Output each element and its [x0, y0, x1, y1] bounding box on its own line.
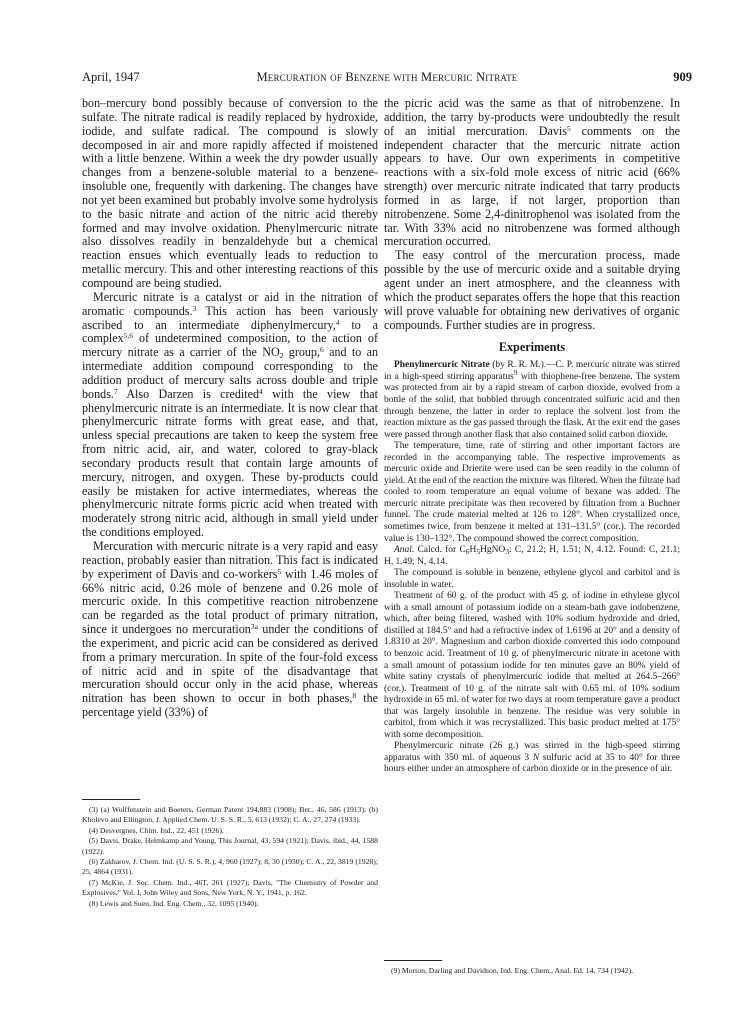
citation: 9	[513, 367, 518, 377]
footnotes-left	[82, 799, 378, 909]
footnote: (6) Zakharov, J. Chem. Ind. (U. S. S. R.), 4, 960 (1927); 8, 30 (1930); C. A., 22, 3819 (1928); 25, 4864 (1931).	[82, 857, 378, 877]
paragraph: The easy control of the mercuration process, made possible by the use of mercuric oxide and a suitable drying agent under an inert atmosphere, and the cleanness with which the product separates offers the hope that this reaction will prove valuable for obtaining new derivatives of organic compounds. Further studies are in progress.	[384, 248, 680, 332]
paragraph: Phenylmercuric nitrate (26 g.) was stirred in the high-speed stirring apparatus with 350 ml. of aqueous 3 N sulfuric acid at 35 to 40° for three hours either under an atmosphere of carbon dioxide or in the presence of air.	[384, 741, 680, 775]
paragraph: Treatment of 60 g. of the product with 45 g. of iodine in ethylene glycol with a small amount of potassium iodide on a steam-bath gave iodobenzene, which, after being filtered, washed with 10% sodium hydroxide and dried, distilled at 184.5° and had a refractive index of 1.6196 at 20° and a density of 1.8310 at 20°. Magnesium and carbon dioxide converted this iodo compound to benzoic acid. Treatment of 10 g. of phenylmercuric nitrate in acetone with a small amount of potassium iodide for ten minutes gave an 80% yield of white satiny crystals of phenylmercuric iodide that melted at 264.5–266° (cor.). Treatment of 10 g. of the nitrate salt with 0.65 ml. of 10% sodium hydroxide in 65 ml. of water for two days at room temperature gave a product that was largely insoluble in benzene. The residue was very soluble in carbitol, from which it was recrystallized. This basic product melted at 175° with some decomposition.	[384, 591, 680, 740]
paragraph: The temperature, time, rate of stirring and other important factors are recorded in the accompanying table. The respective improvements as mercuric oxide and Drierite were used can be seen readily in the column of yield. At the end of the reaction the mixture was filtered. When the filtrate had cooled to room temperature an equal volume of hexane was added. The mercuric nitrate precipitate was then recovered by filtration from a Buchner funnel. The crude material melted at 126 to 128°. When crystallized once, sometimes twice, from benzene it melted at 131–131.5° (cor.). The recorded value is 130–132°. The compound showed the correct composition.	[384, 441, 680, 544]
paragraph: Anal. Calcd. for $C_6H_5HgNO_3$: C, 21.2; H, 1.51; N, 4.12. Found: C, 21.1; H, 1.49; N, 4.14.	[384, 545, 680, 567]
citation: 4	[259, 386, 263, 396]
footnote: (5) Davis, Drake, Helmkamp and Young, This Journal, 43, 594 (1921); Davis, ibid., 44, 1588 (1922).	[82, 836, 378, 856]
citation: 3a	[250, 622, 258, 632]
footnote: (4) Desvergnes, Chim. Ind., 22, 451 (1926).	[89, 825, 224, 835]
footnote-rule	[384, 960, 442, 961]
citation: 6	[320, 345, 324, 355]
footnote: (8) Lewis and Suen, Ind. Eng. Chem., 32, 1095 (1940).	[89, 898, 259, 908]
header-date: April, 1947	[82, 70, 140, 84]
paragraph: bon–mercury bond possibly because of conversion to the sulfate. The nitrate radical is readily replaced by hydroxide, iodide, and sulfate radical. The compound is slowly decomposed in air and more rapidly affected if moistened with a little benzene. Within a week the dry powder usually changes from a benzene-soluble material to a benzene-insoluble one, frequently with darkening. The changes have not yet been examined but probably involve some hydrolysis to the basic nitrate and action of the nitric acid thereby formed and may involve oxidation. Phenylmercuric nitrate also dissolves readily in benzaldehyde but a chemical reaction ensues which eventually leads to reduction to metallic mercury. This and other interesting reactions of this compound are being studied.	[82, 96, 378, 290]
header-title: Mercuration of Benzene with Mercuric Nitrate	[256, 70, 518, 84]
citation: 3	[192, 303, 197, 313]
running-header	[82, 70, 692, 88]
paragraph: Mercuric nitrate is a catalyst or aid in the nitration of aromatic compounds.$^3$ This action has been variously ascribed to an intermediate diphenylmercury,$^4$ to a complex$^{5,6}$ of undetermined composition, to the action of mercury nitrate as a carrier of the $NO_2$ group,$^6$ and to an intermediate addition compound corresponding to the addition product of mercury salts across double and triple bonds.$^7$ Also Darzen is credited$^4$ with the view that phenylmercuric nitrate is an intermediate. It is now clear that phenylmercuric nitrate forms with great ease, and that, unless special precautions are taken to keep the system free from nitric acid, air, and water, colored to gray-black secondary products result that contain large amounts of mercury, nitrogen, and oxygen. These by-products could easily be mistaken for active intermediates, whereas the phenylmercuric nitrate forms picric acid when treated with moderately strong nitric acid, although in small yield under the conditions employed.	[82, 289, 378, 540]
footnote: (3) (a) Wolffenstein and Boeters, German Patent 194,883 (1908); Ber., 46, 586 (1913); (b) Kholevo and Ellington, J. Applied Chem. U. S. S. R., 5, 613 (1932); C. A., 27, 274 (1933).	[82, 805, 378, 825]
citation: 5	[566, 123, 571, 133]
footnote: (9) Morton, Darling and Davidson, Ind. Eng. Chem., Anal. Ed. 14, 734 (1942).	[391, 966, 634, 975]
experimental-section	[384, 360, 680, 776]
paragraph: The compound is soluble in benzene, ethylene glycol and carbitol and is insoluble in water.	[384, 568, 680, 590]
page-number: 909	[673, 70, 692, 84]
citation: 5	[277, 566, 282, 576]
citation: 4	[335, 317, 340, 327]
section-heading: Experiments	[498, 340, 566, 355]
runin-title: Phenylmercuric Nitrate	[394, 360, 490, 371]
paragraph: the picric acid was the same as that of nitrobenzene. In addition, the tarry by-products were undoubtedly the result of an initial mercuration. Davis$^5$ comments on the independent character that the mercuric nitrate action appears to have. Our own experiments in competitive reactions with a six-fold mole excess of nitric acid (66% strength) over mercuric nitrate indicated that tarry products formed in as large, if not larger, proportion than nitrobenzene. Some 2,4-dinitrophenol was isolated from the tar. With 33% acid no nitrobenzene was formed although mercuration occurred.	[384, 96, 680, 249]
citation: 7	[113, 386, 118, 396]
footnote: (7) McKie, J. Soc. Chem. Ind., 46T, 261 (1927); Davis, "The Chemistry of Powder and Explosives," Vol. I, John Wiley and Sons, New York, N. Y., 1941, p. 162.	[82, 877, 378, 898]
right-column	[384, 97, 680, 776]
paragraph: Mercuration with mercuric nitrate is a very rapid and easy reaction, probably easier than nitration. This fact is indicated by experiment of Davis and co-workers$^5$ with 1.46 moles of 66% nitric acid, 0.26 mole of benzene and 0.26 mole of mercuric oxide. In this competitive reaction nitrobenzene can be regarded as the total product of primary nitration, since it undergoes no mercuration$^{3a}$ under the conditions of the experiment, and picric acid can be considered as derived from a primary mercuration. In spite of the four-fold excess of nitric acid and in spite of the disadvantage that mercuration should occur only in the acid phase, whereas nitration has been shown to occur in both phases,$^8$ the percentage yield (33%) of	[82, 539, 378, 720]
citation: 5,6	[123, 331, 134, 341]
paragraph: Phenylmercuric Nitrate (by R. R. M.).—C. P. mercuric nitrate was stirred in a high-speed stirring apparatus$^9$ with thiophene-free benzene. The system was protected from air by a rapid stream of carbon dioxide, evolved from a bottle of the solid, that bubbled through concentrated sulfuric acid and then through benzene, the latter in order to replace the solvent lost from the reaction mixture as the gas passed through the flask. At the exit end the gases were passed through another flask that also contained solid carbon dioxide.	[384, 360, 680, 440]
footnote-rule	[82, 799, 140, 800]
footnotes-right	[384, 960, 680, 976]
left-column	[82, 97, 378, 720]
citation: 8	[352, 691, 357, 701]
